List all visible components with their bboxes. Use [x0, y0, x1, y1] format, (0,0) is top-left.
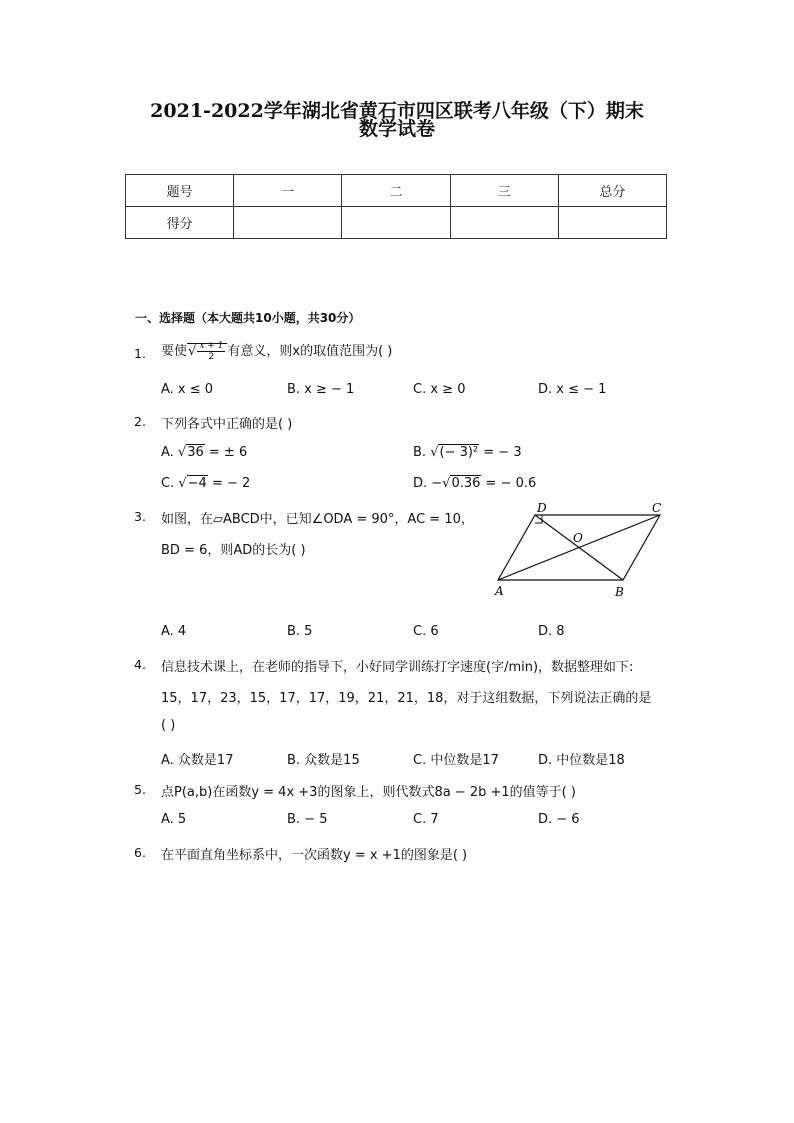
question-number: 3. — [134, 509, 146, 524]
score-row-label: 得分 — [126, 207, 234, 239]
q1-pre: 要使 — [161, 344, 188, 359]
option-d: D. x ≤ − 1 — [538, 382, 607, 397]
score-cell — [234, 207, 342, 239]
option-d: D. 中位数是18 — [538, 753, 625, 768]
option-a: A. x ≤ 0 — [161, 382, 214, 397]
question-4-line3: ( ) — [161, 718, 176, 733]
question-2-text: 下列各式中正确的是( ) — [161, 417, 293, 432]
diagonal-bd — [535, 515, 623, 580]
score-cell — [450, 207, 558, 239]
option-d: D. −√0.36 = − 0.6 — [413, 476, 537, 491]
option-b: B. √(− 3)² = − 3 — [413, 445, 522, 460]
option-rest: = − 2 — [207, 476, 251, 491]
option-d: D. 8 — [538, 624, 565, 639]
score-header-cell: 二 — [342, 175, 450, 207]
option-d: D. − 6 — [538, 812, 580, 827]
option-a: A. 5 — [161, 812, 187, 827]
option-a: A. 众数是17 — [161, 753, 234, 768]
option-b: B. x ≥ − 1 — [287, 382, 355, 397]
option-b: B. 5 — [287, 624, 313, 639]
option-b: B. 众数是15 — [287, 753, 360, 768]
vertex-label-b: B — [615, 585, 624, 599]
score-cell — [558, 207, 666, 239]
question-5-text: 点P(a,b)在函数y = 4x +3的图象上，则代数式8a − 2b +1的值等于( ) — [161, 785, 576, 800]
radicand: (− 3)² — [439, 445, 479, 460]
question-number: 5. — [134, 782, 146, 797]
question-number: 4. — [134, 657, 146, 672]
option-b: B. − 5 — [287, 812, 328, 827]
score-header-cell: 一 — [234, 175, 342, 207]
vertex-label-d: D — [537, 501, 547, 515]
question-6-text: 在平面直角坐标系中，一次函数y = x +1的图象是( ) — [161, 848, 468, 863]
question-number: 6. — [134, 845, 146, 860]
q1-post: 有意义，则x的取值范围为( ) — [227, 344, 393, 359]
option-c: C. 中位数是17 — [413, 753, 499, 768]
question-1-text — [161, 340, 392, 362]
option-rest: = ± 6 — [204, 445, 248, 460]
exam-title-line1: 2021-2022学年湖北省黄石市四区联考八年级（下）期末 — [150, 100, 644, 122]
question-4-line1: 信息技术课上，在老师的指导下，小好同学训练打字速度(字/min)，数据整理如下: — [161, 660, 634, 675]
option-c: C. √−4 = − 2 — [161, 476, 251, 491]
vertex-label-a: A — [495, 584, 504, 598]
option-c: C. 7 — [413, 812, 439, 827]
fraction-numerator: x + 1 — [199, 341, 224, 351]
question-number: 1. — [134, 346, 146, 361]
exam-title-line2: 数学试卷 — [358, 118, 435, 140]
score-table-score-row — [126, 207, 667, 239]
parallelogram-figure — [490, 500, 670, 600]
vertex-label-c: C — [652, 501, 662, 515]
score-header-cell: 三 — [450, 175, 558, 207]
option-label: C. — [161, 476, 175, 491]
option-label: A. — [161, 445, 174, 460]
score-cell — [342, 207, 450, 239]
option-rest: = − 0.6 — [481, 476, 537, 491]
option-c: C. x ≥ 0 — [413, 382, 466, 397]
option-a: A. √36 = ± 6 — [161, 445, 248, 460]
fraction-denominator: 2 — [208, 352, 215, 362]
question-4-line2: 15，17，23，15，17，17，19，21，21，18，对于这组数据，下列说法正确的是 — [161, 691, 652, 706]
radicand: −4 — [187, 476, 207, 491]
sqrt-symbol: √ $\frac{x + 1}{2}$ — [187, 343, 227, 359]
center-label-o: O — [573, 531, 583, 545]
score-header-cell: 题号 — [126, 175, 234, 207]
radicand: 0.36 — [451, 476, 481, 491]
option-label: D. − — [413, 476, 443, 491]
question-3-line1: 如图，在▱ABCD中，已知∠ODA = 90°，AC = 10， — [161, 512, 474, 527]
option-rest: = − 3 — [479, 445, 522, 460]
option-a: A. 4 — [161, 624, 187, 639]
fraction — [197, 341, 225, 362]
question-3-line2: BD = 6，则AD的长为( ) — [161, 543, 306, 558]
option-label: B. — [413, 445, 427, 460]
score-table — [125, 174, 667, 239]
score-header-cell: 总分 — [558, 175, 666, 207]
score-table-header-row — [126, 175, 667, 207]
option-c: C. 6 — [413, 624, 439, 639]
question-number: 2. — [134, 414, 146, 429]
radicand: 36 — [187, 445, 204, 460]
section-heading: 一、选择题（本大题共10小题，共30分） — [135, 311, 361, 325]
